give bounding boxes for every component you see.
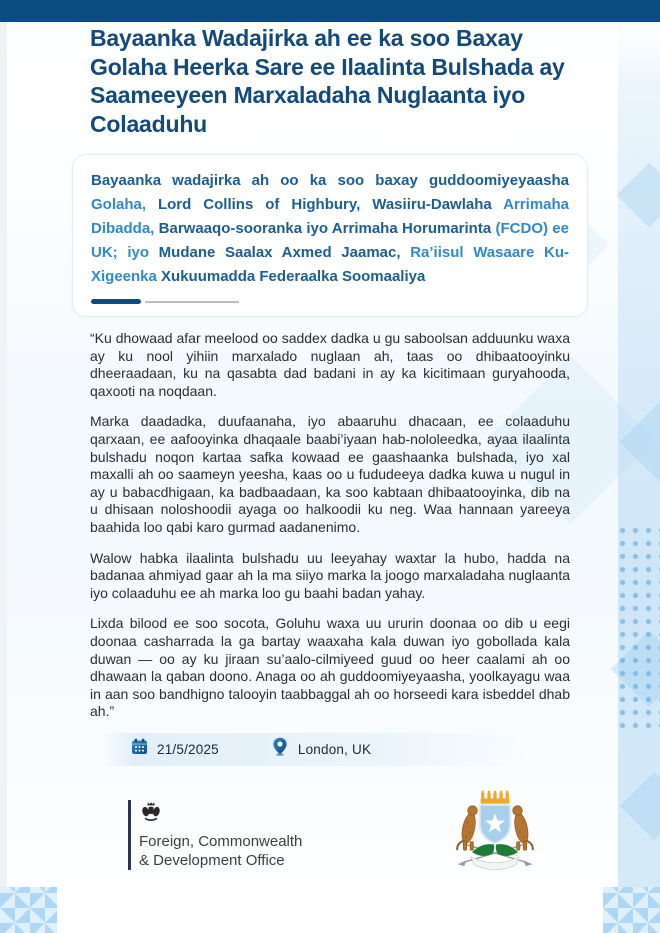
location-pin-icon — [271, 737, 289, 762]
intro-segment: Ra’iisul Wasaare Ku-Xigeenka — [91, 244, 569, 285]
bottom-right-pattern — [603, 887, 660, 933]
intro-segment: Bayaanka wadajirka ah oo ka soo baxay guddoomiyeyaasha — [91, 172, 569, 189]
document-content — [0, 24, 660, 883]
accent-divider — [91, 299, 569, 304]
intro-segment: Golaha, — [91, 196, 158, 213]
royal-crest-icon — [139, 800, 302, 828]
issuers-card — [72, 154, 588, 317]
intro-segment: (FCDO) ee UK; iyo — [91, 220, 569, 261]
location-value: London, UK — [297, 741, 372, 757]
top-accent-bar — [0, 0, 660, 22]
bottom-left-pattern — [0, 887, 57, 933]
intro-segment: Arrimaha Dibadda, — [91, 196, 569, 237]
intro-segment: Lord Collins of Highbury, Wasiiru-Dawlaha — [157, 196, 504, 213]
fcdo-text-line1: Foreign, Commonwealth — [139, 833, 303, 851]
fcdo-logo-text — [139, 832, 302, 870]
date-location-strip — [103, 733, 528, 766]
somalia-coat-of-arms-icon — [447, 788, 543, 883]
intro-segment: Xukuumadda Federaalka Soomaaliya — [161, 268, 426, 285]
fcdo-logo-bar — [128, 800, 131, 870]
statement-paragraph-3: Walow habka ilaalinta bulshadu uu leeyahay waxtar la hubo, hadda na badanaa ahmiyad gaar ah la ma siiyo marka la joogo marxaladaha nuglaanta iyo colaaduhu ee ah marka loo gu baahi badan yahay. — [90, 549, 570, 601]
statement-paragraph-1: “Ku dhowaad afar meelood oo saddex dadka u gu saboolsan adduunku waxa ay ku nool yihiin marxalado nuglaan ah, taas oo dhibaatooyinku dheeraadaan, ku na qasabta dad badani in ay ka kicitimaan guryahooda, qaxooti na noqdaan. — [90, 330, 570, 399]
calendar-icon — [131, 738, 148, 760]
footer-logos — [90, 788, 570, 883]
divider-accent-segment — [91, 299, 141, 304]
location-group — [271, 737, 371, 762]
intro-segment: Barwaaqo-sooranka iyo Arrimaha Horumarinta — [158, 220, 496, 237]
fcdo-logo — [128, 800, 302, 870]
fcdo-logo-body — [139, 800, 302, 870]
fcdo-text-line2: & Development Office — [139, 852, 285, 870]
date-group — [131, 738, 219, 760]
statement-paragraph-2: Marka daadadka, duufaanaha, iyo abaaruhu dhacaan, ee colaaduhu qarxaan, ee aafooyinka dhaqaale baabi’iyaan hab-nololeedka, ayaa ilaalinta bulshadu noqon kartaa safka kowaad ee gaashaanka bulshada, iyo xal maxalli ah oo saameyn yeesha, kaas oo u fududeeya dadka kuwa u nugul in ay u babacdhigaan, ka badbaadaan, ka soo kabtaan dhibaatooyinka, dib na u dhisaan noloshoodii ayaga oo halkoodii ku neg. Waa hannaan yareeya baahida loo qabi karo gurmad aadanenimo. — [90, 413, 570, 535]
issuers-paragraph — [91, 169, 569, 289]
divider-gray-line — [145, 301, 239, 303]
page-title: Bayaanka Wadajirka ah ee ka soo Baxay Golaha Heerka Sare ee Ilaalinta Bulshada ay Saameeyeen Marxaladaha Nuglaanta iyo Colaaduhu — [90, 25, 565, 137]
statement-paragraph-4: Lixda bilood ee soo socota, Goluhu waxa uu ururin doonaa oo dib u eegi doonaa casharrada la ga bartay waaxaha kala duwan iyo gobollada kala duwan — oo ay ku jiraan su’aalo-cilmiyeed guud oo heer caalami ah oo dhawaan la qaban doono. Anaga oo ah guddoomiyeyaasha, yoolkayagu waa in aan soo bandhigno talooyin taabbaggal ah oo horseedi kara isbeddel dhab ah.” — [90, 615, 570, 720]
date-value: 21/5/2025 — [157, 741, 219, 757]
intro-segment: Mudane Saalax Axmed Jaamac, — [158, 244, 411, 261]
